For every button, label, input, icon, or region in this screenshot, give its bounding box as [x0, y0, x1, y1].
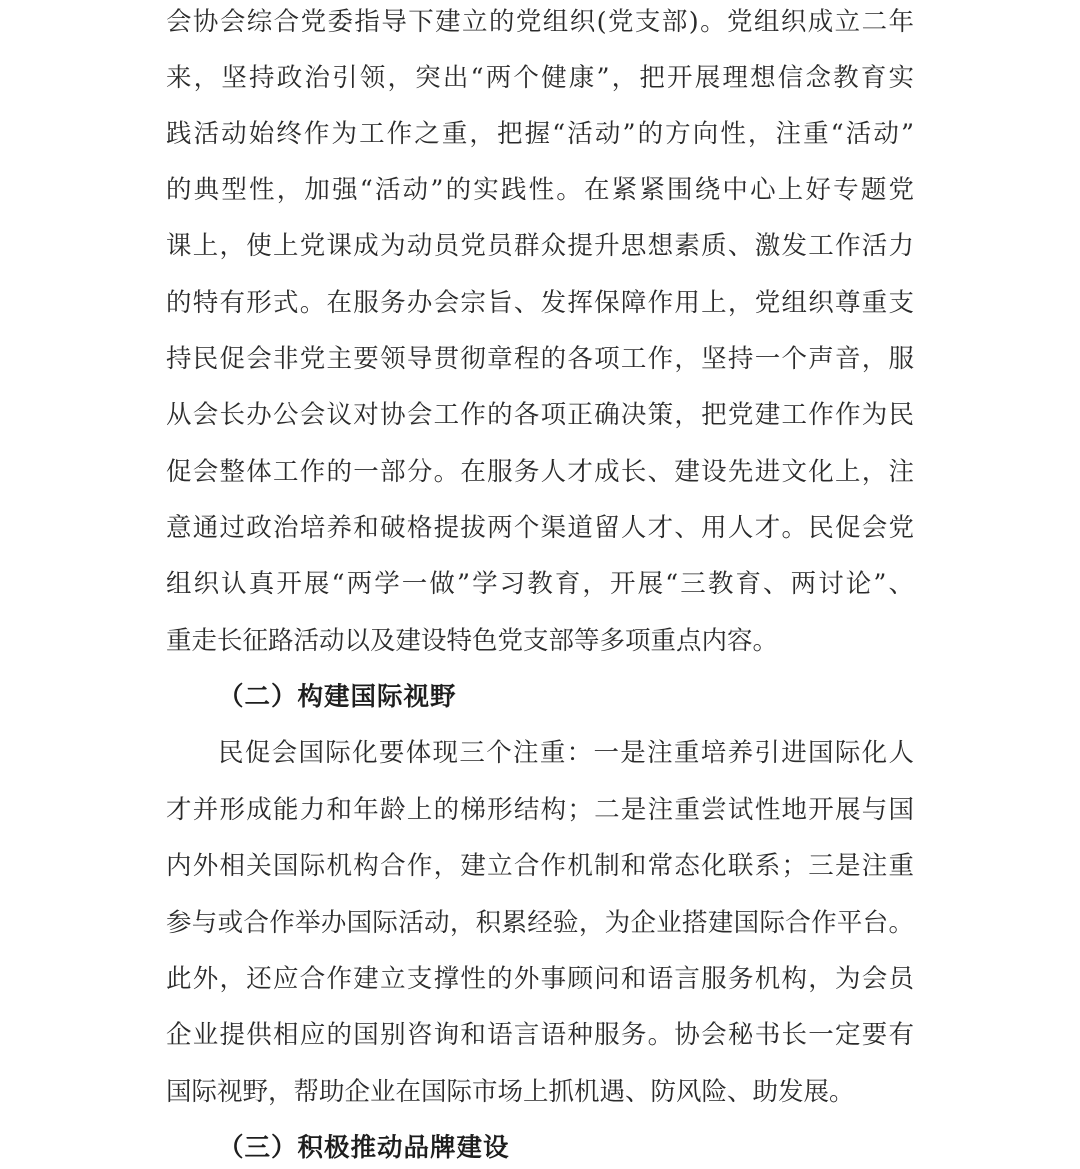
paragraph-1-line-4: 的典型性，加强“活动”的实践性。在紧紧围绕中心上好专题党 — [166, 175, 914, 205]
section-heading-3: （三）积极推动品牌建设 — [218, 1133, 510, 1163]
paragraph-2-line-3: 内外相关国际机构合作，建立合作机制和常态化联系；三是注重 — [166, 851, 914, 881]
paragraph-2-line-4: 参与或合作举办国际活动，积累经验，为企业搭建国际合作平台。 — [166, 908, 914, 938]
paragraph-1-line-10: 意通过政治培养和破格提拔两个渠道留人才、用人才。民促会党 — [166, 513, 914, 543]
paragraph-2-line-7: 国际视野，帮助企业在国际市场上抓机遇、防风险、助发展。 — [166, 1077, 855, 1107]
paragraph-1-line-6: 的特有形式。在服务办会宗旨、发挥保障作用上，党组织尊重支 — [166, 288, 914, 318]
paragraph-1-line-3: 践活动始终作为工作之重，把握“活动”的方向性，注重“活动” — [166, 119, 914, 149]
paragraph-1-line-11: 组织认真开展“两学一做”学习教育，开展“三教育、两讨论”、 — [166, 569, 914, 599]
paragraph-2-line-6: 企业提供相应的国别咨询和语言语种服务。协会秘书长一定要有 — [166, 1020, 914, 1050]
section-heading-2: （二）构建国际视野 — [218, 682, 457, 712]
paragraph-1-line-2: 来，坚持政治引领，突出“两个健康”，把开展理想信念教育实 — [166, 63, 914, 93]
paragraph-1-line-9: 促会整体工作的一部分。在服务人才成长、建设先进文化上，注 — [166, 457, 914, 487]
paragraph-2-line-1: 民促会国际化要体现三个注重：一是注重培养引进国际化人 — [218, 738, 914, 768]
paragraph-1-line-8: 从会长办公会议对协会工作的各项正确决策，把党建工作作为民 — [166, 400, 914, 430]
paragraph-2-line-5: 此外，还应合作建立支撑性的外事顾问和语言服务机构，为会员 — [166, 964, 914, 994]
paragraph-1-line-12: 重走长征路活动以及建设特色党支部等多项重点内容。 — [166, 626, 779, 656]
paragraph-2-line-2: 才并形成能力和年龄上的梯形结构；二是注重尝试性地开展与国 — [166, 795, 914, 825]
paragraph-1-line-7: 持民促会非党主要领导贯彻章程的各项工作，坚持一个声音，服 — [166, 344, 914, 374]
paragraph-1-line-1: 会协会综合党委指导下建立的党组织(党支部)。党组织成立二年 — [166, 7, 914, 37]
paragraph-1-line-5: 课上，使上党课成为动员党员群众提升思想素质、激发工作活力 — [166, 231, 914, 261]
